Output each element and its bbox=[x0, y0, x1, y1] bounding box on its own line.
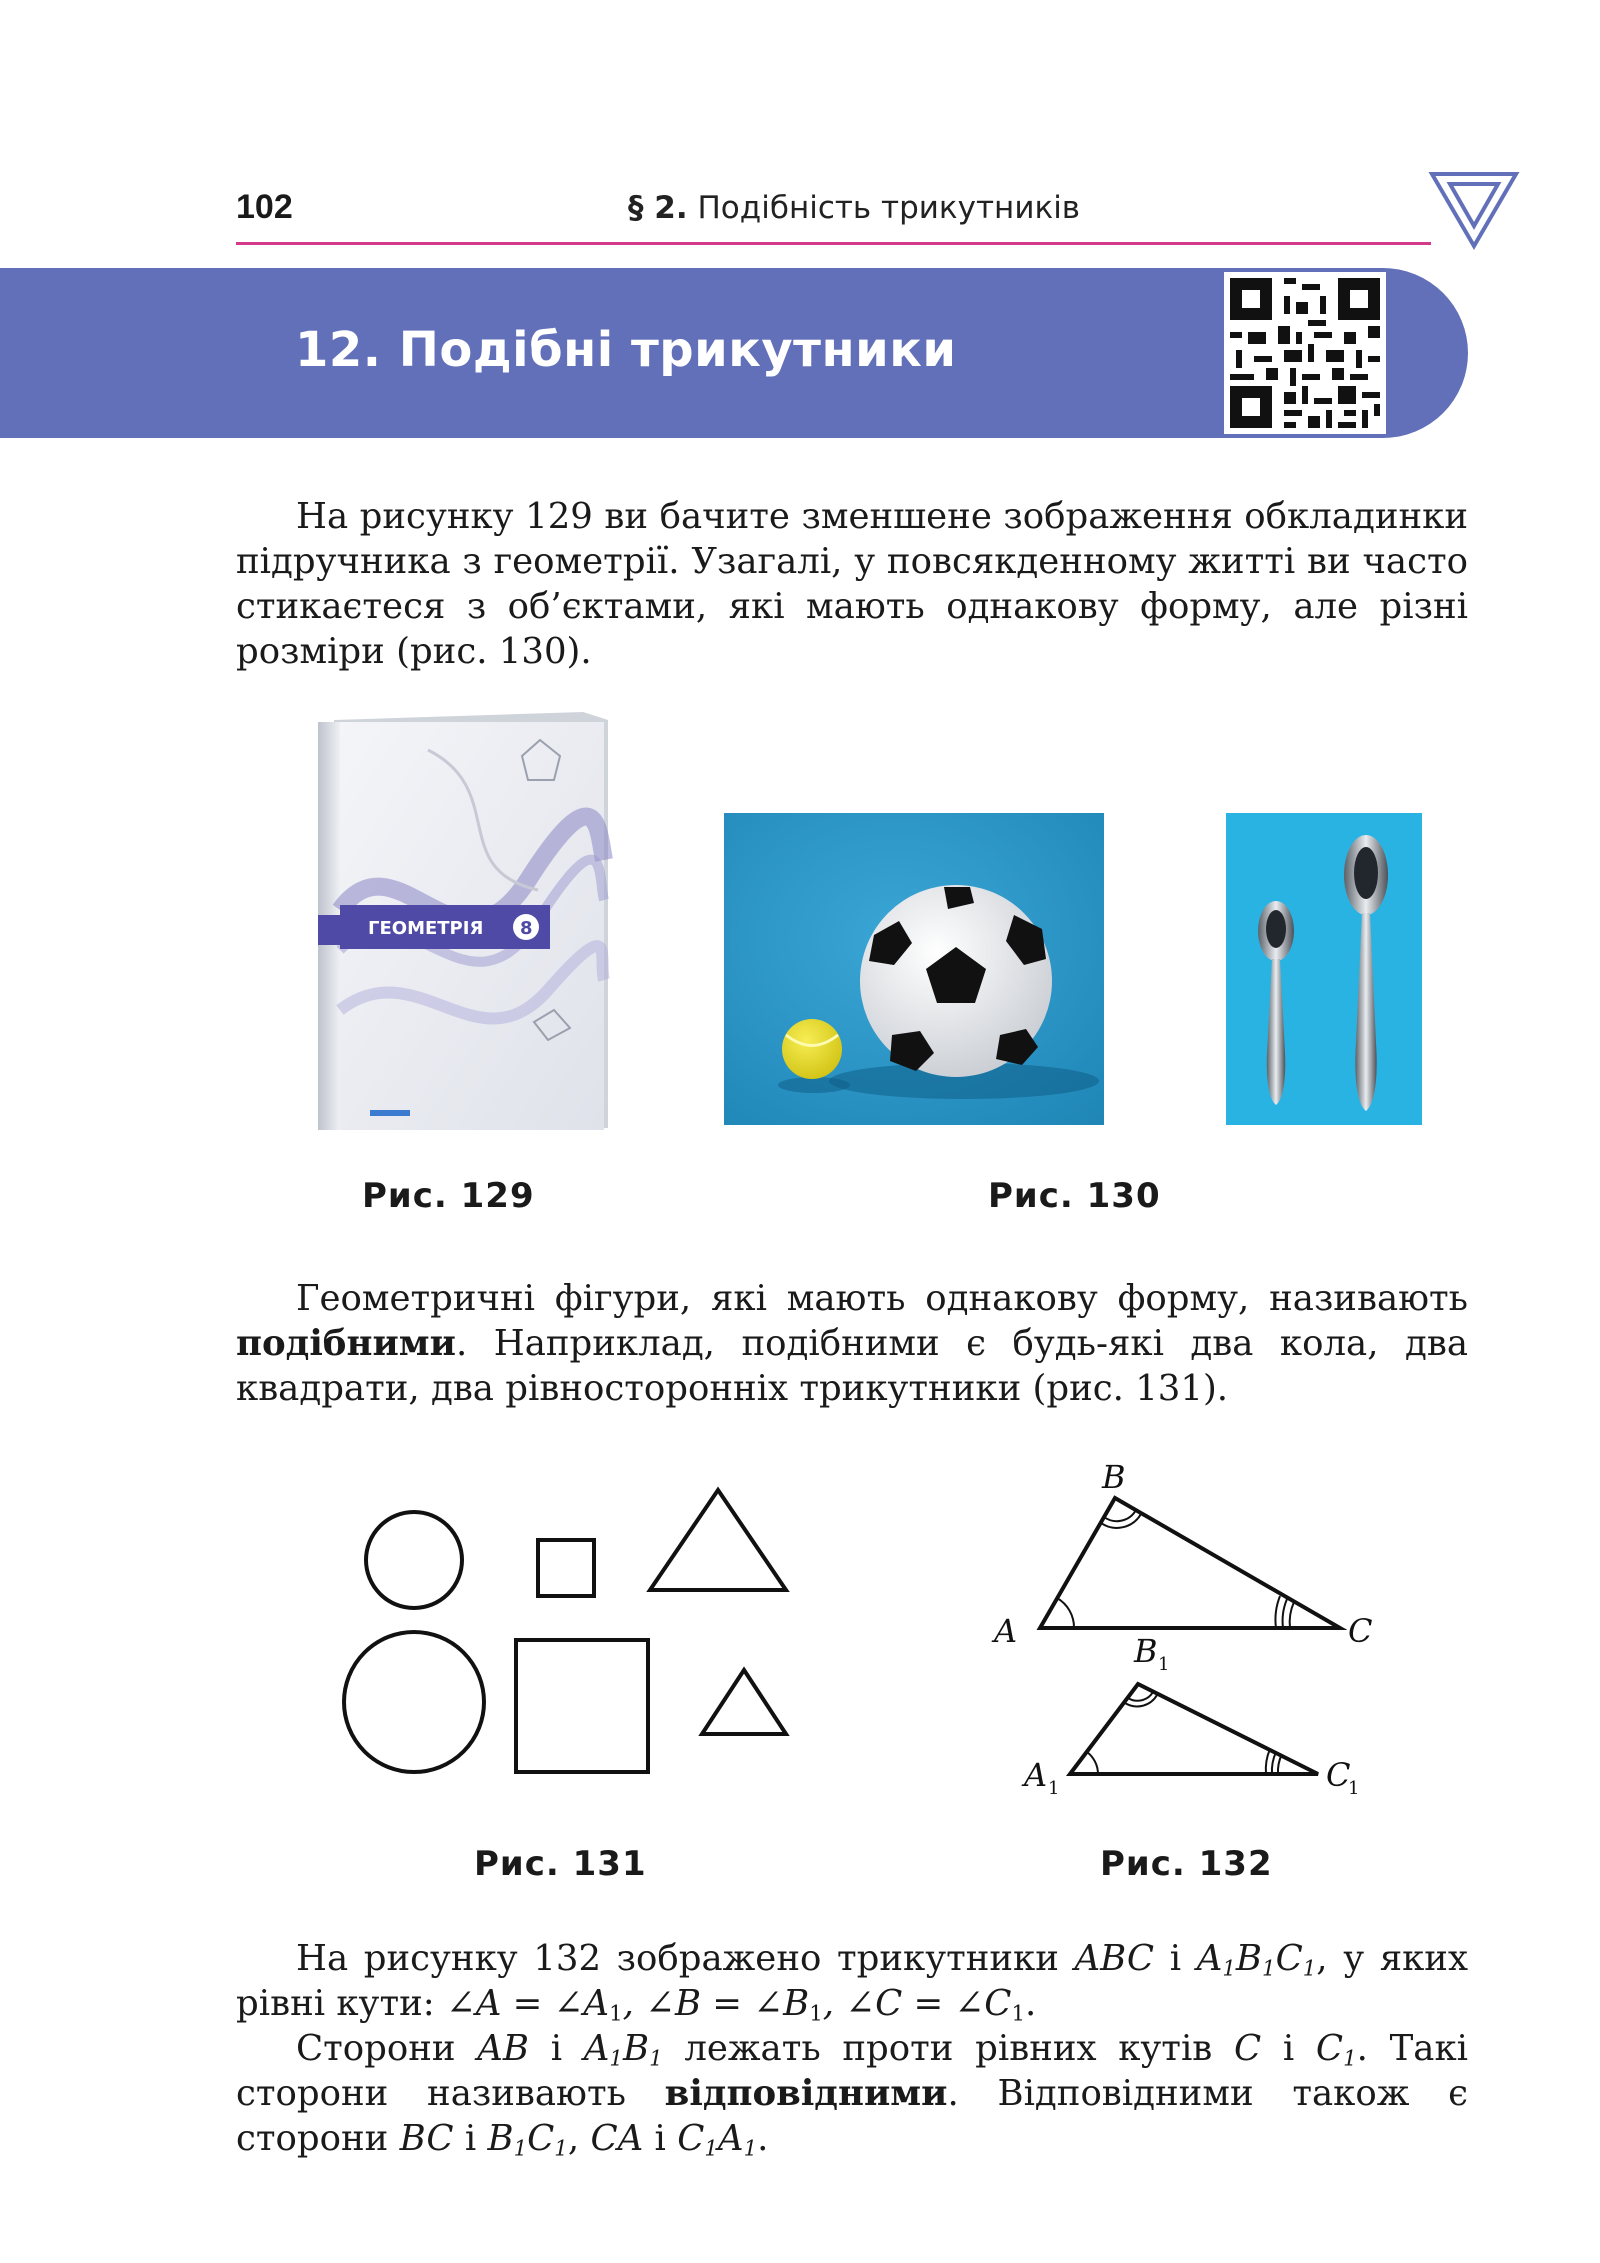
similar-figures-paragraph: Геометричні фігури, які мають однакову форму, називають подібними. Наприклад, подібними є будь-які два кола, два квадрати, два рівносторонніх трикутники (рис. 131). bbox=[236, 1278, 1468, 1409]
caption-fig-132: Рис. 132 bbox=[1100, 1844, 1273, 1884]
caption-fig-129: Рис. 129 bbox=[362, 1176, 535, 1216]
caption-fig-130: Рис. 130 bbox=[988, 1176, 1161, 1216]
triangle-logo-icon bbox=[1428, 170, 1520, 250]
geometry-textbook-cover bbox=[308, 710, 628, 1135]
similar-shapes-figure bbox=[330, 1480, 810, 1790]
label-c1-sub: 1 bbox=[1348, 1778, 1360, 1799]
book-title: ГЕОМЕТРІЯ bbox=[368, 918, 484, 939]
header-rule bbox=[236, 242, 1431, 245]
large-square bbox=[516, 1640, 648, 1772]
running-header bbox=[628, 190, 1080, 226]
intro-paragraph: На рисунку 129 ви бачите зменшене зображення обкладинки підручника з геометрії. Узагалі, у повсякденному житті ви часто стикаєтеся з об’єктами, які мають однакову форму, але різні розміри (рис. 130). bbox=[236, 496, 1468, 672]
similar-triangles-figure bbox=[990, 1456, 1390, 1806]
page-number: 102 bbox=[236, 188, 293, 226]
label-a: A bbox=[994, 1612, 1018, 1650]
chapter-title: 12. Подібні трикутники bbox=[295, 322, 957, 378]
large-triangle bbox=[650, 1490, 786, 1590]
term-corresponding: відповідними bbox=[664, 2073, 948, 2114]
small-square bbox=[538, 1540, 594, 1596]
section-title: Подібність трикутників bbox=[697, 190, 1081, 226]
label-b1-sub: 1 bbox=[1158, 1654, 1170, 1675]
qr-code-icon[interactable] bbox=[1224, 272, 1386, 434]
label-a1: A bbox=[1024, 1756, 1048, 1794]
triangle-abc bbox=[1040, 1498, 1340, 1628]
label-c: C bbox=[1348, 1612, 1373, 1650]
section-mark: § 2. bbox=[628, 190, 688, 226]
label-a1-sub: 1 bbox=[1048, 1778, 1060, 1799]
book-grade: 8 bbox=[520, 918, 533, 939]
small-circle bbox=[366, 1512, 462, 1608]
spoons-photo bbox=[1226, 813, 1422, 1125]
corresponding-sides-paragraph: Сторони AB і $A_1B_1$ лежать проти рівних кутів C і $C_1$. Такі сторони називають відповідними. Відповідними також є сторони BC і $B_1C_1$, CA і $C_1A_1$. bbox=[236, 2028, 1469, 2162]
large-circle bbox=[344, 1632, 484, 1772]
label-b: B bbox=[1102, 1458, 1126, 1496]
equal-angles-paragraph: На рисунку 132 зображено трикутники ABC і $A_1B_1C_1$, у яких рівні кути: ∠A = $\angle A_1$, ∠B = $\angle B_1$, ∠C = $\angle C_1$. bbox=[236, 1938, 1468, 2027]
caption-fig-131: Рис. 131 bbox=[474, 1844, 647, 1884]
triangle-a1b1c1 bbox=[1070, 1684, 1318, 1774]
small-triangle bbox=[702, 1670, 786, 1734]
corresponding-sides-text bbox=[236, 1936, 1468, 2161]
label-c1: C bbox=[1326, 1756, 1351, 1794]
label-b1: B bbox=[1134, 1632, 1158, 1670]
term-similar: подібними bbox=[236, 1323, 456, 1364]
balls-photo bbox=[724, 813, 1104, 1125]
